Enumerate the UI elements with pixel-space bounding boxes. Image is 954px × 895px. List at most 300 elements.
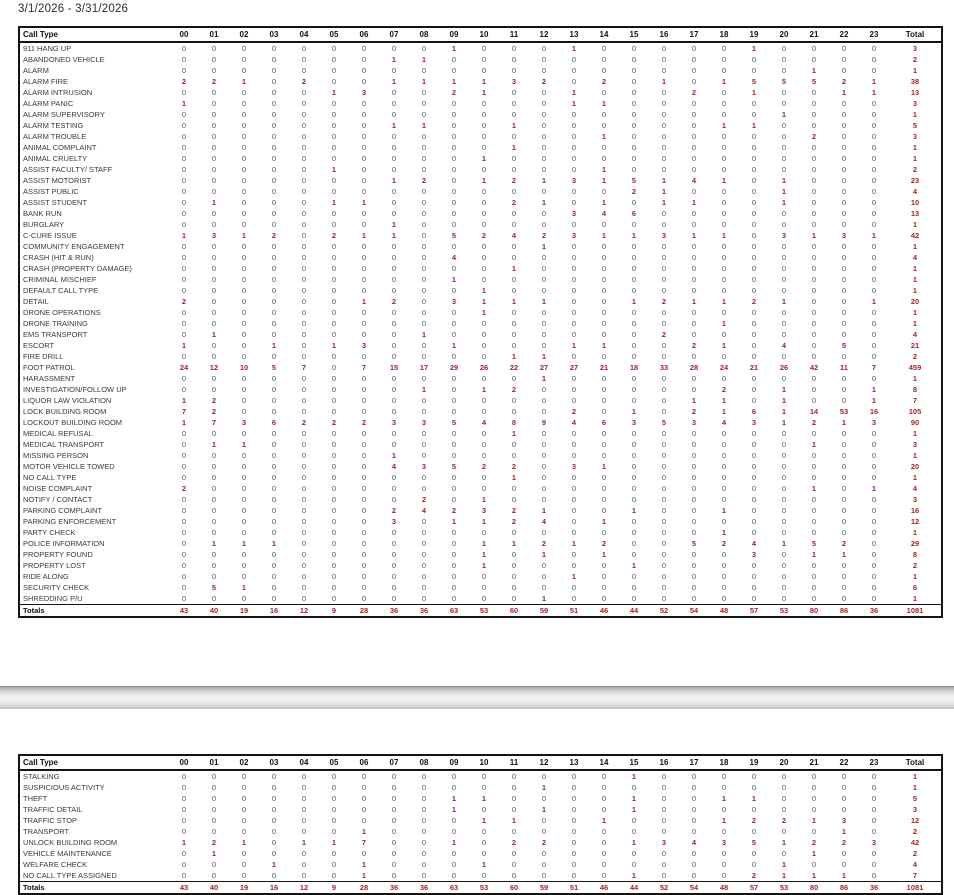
- hour-cell: 16: [869, 407, 879, 416]
- hour-cell: 0: [751, 462, 757, 471]
- hour-cell: 0: [721, 827, 727, 836]
- hour-cell: 0: [751, 308, 757, 317]
- hour-cell: 0: [241, 572, 247, 581]
- hour-cell: 4: [751, 539, 757, 548]
- hour-cell: 0: [571, 198, 577, 207]
- totals-hour-cell: 60: [499, 882, 529, 895]
- hour-cell: 0: [391, 352, 397, 361]
- row-total-cell: 3: [912, 440, 918, 449]
- column-header-hour-11: 11: [499, 755, 529, 770]
- hour-cell: 0: [181, 871, 187, 880]
- hour-cell: 1: [631, 506, 637, 515]
- hour-cell: 0: [541, 385, 547, 394]
- hour-cell: 0: [631, 484, 637, 493]
- hour-cell: 0: [421, 838, 427, 847]
- hour-cell: 0: [571, 253, 577, 262]
- totals-hour-cell: 12: [289, 882, 319, 895]
- hour-cell: 0: [211, 871, 217, 880]
- hour-cell: 1: [721, 341, 727, 350]
- hour-cell: 0: [571, 286, 577, 295]
- hour-cell: 0: [511, 849, 517, 858]
- hour-cell: 27: [569, 363, 579, 372]
- column-header-hour-07: 07: [379, 27, 409, 42]
- hour-cell: 1: [361, 198, 367, 207]
- hour-cell: 0: [631, 55, 637, 64]
- hour-cell: 0: [661, 286, 667, 295]
- hour-cell: 0: [631, 550, 637, 559]
- hour-cell: 0: [811, 55, 817, 64]
- hour-cell: 0: [391, 286, 397, 295]
- hour-cell: 0: [781, 352, 787, 361]
- hour-cell: 0: [781, 319, 787, 328]
- hour-cell: 1: [241, 583, 247, 592]
- hour-cell: 0: [241, 407, 247, 416]
- hour-cell: 0: [571, 827, 577, 836]
- hour-cell: 3: [391, 517, 397, 526]
- hour-cell: 0: [541, 132, 547, 141]
- hour-cell: 0: [451, 154, 457, 163]
- hour-cell: 0: [571, 55, 577, 64]
- hour-cell: 0: [571, 220, 577, 229]
- hour-cell: 0: [871, 827, 877, 836]
- hour-cell: 0: [631, 352, 637, 361]
- hour-cell: 0: [811, 253, 817, 262]
- table-row: [19, 362, 942, 373]
- hour-cell: 0: [421, 396, 427, 405]
- column-header-hour-14: 14: [589, 755, 619, 770]
- hour-cell: 0: [511, 583, 517, 592]
- hour-cell: 0: [721, 772, 727, 781]
- hour-cell: 0: [541, 440, 547, 449]
- row-label: NO CALL TYPE ASSIGNED: [23, 871, 117, 880]
- hour-cell: 0: [571, 429, 577, 438]
- hour-cell: 1: [481, 561, 487, 570]
- hour-cell: 0: [541, 794, 547, 803]
- hour-cell: 0: [271, 572, 277, 581]
- hour-cell: 2: [811, 132, 817, 141]
- table-row: [19, 417, 942, 428]
- hour-cell: 0: [301, 827, 307, 836]
- column-header-hour-13: 13: [559, 755, 589, 770]
- hour-cell: 0: [301, 264, 307, 273]
- hour-cell: 0: [481, 330, 487, 339]
- hour-cell: 0: [601, 506, 607, 515]
- row-total-cell: 3: [912, 44, 918, 53]
- hour-cell: 0: [331, 330, 337, 339]
- hour-cell: 0: [691, 517, 697, 526]
- hour-cell: 0: [361, 154, 367, 163]
- hour-cell: 0: [631, 451, 637, 460]
- hour-cell: 0: [361, 143, 367, 152]
- hour-cell: 0: [751, 484, 757, 493]
- hour-cell: 0: [781, 473, 787, 482]
- row-total-cell: 23: [910, 176, 920, 185]
- table-row: [19, 538, 942, 549]
- hour-cell: 0: [751, 165, 757, 174]
- hour-cell: 1: [451, 44, 457, 53]
- hour-cell: 1: [361, 871, 367, 880]
- hour-cell: 1: [841, 550, 847, 559]
- row-total-cell: 12: [910, 816, 920, 825]
- hour-cell: 0: [811, 143, 817, 152]
- hour-cell: 0: [781, 561, 787, 570]
- hour-cell: 0: [271, 550, 277, 559]
- hour-cell: 1: [511, 297, 517, 306]
- hour-cell: 5: [751, 838, 757, 847]
- hour-cell: 2: [691, 341, 697, 350]
- hour-cell: 0: [751, 154, 757, 163]
- hour-cell: 0: [721, 143, 727, 152]
- hour-cell: 0: [181, 539, 187, 548]
- hour-cell: 0: [541, 253, 547, 262]
- totals-hour-cell: 48: [709, 882, 739, 895]
- hour-cell: 2: [721, 539, 727, 548]
- hour-cell: 0: [541, 341, 547, 350]
- hour-cell: 1: [781, 871, 787, 880]
- hour-cell: 0: [661, 385, 667, 394]
- hour-cell: 0: [721, 66, 727, 75]
- hour-cell: 0: [211, 805, 217, 814]
- hour-cell: 0: [361, 396, 367, 405]
- hour-cell: 3: [721, 838, 727, 847]
- totals-hour-cell: 51: [559, 605, 589, 618]
- hour-cell: 0: [691, 451, 697, 460]
- hour-cell: 0: [271, 66, 277, 75]
- hour-cell: 0: [331, 176, 337, 185]
- hour-cell: 0: [511, 286, 517, 295]
- row-label: INVESTIGATION/FOLLOW UP: [23, 385, 127, 394]
- hour-cell: 0: [271, 99, 277, 108]
- hour-cell: 1: [541, 297, 547, 306]
- hour-cell: 0: [391, 165, 397, 174]
- hour-cell: 0: [181, 473, 187, 482]
- hour-cell: 0: [391, 385, 397, 394]
- hour-cell: 0: [211, 550, 217, 559]
- totals-hour-cell: 53: [469, 882, 499, 895]
- hour-cell: 0: [841, 396, 847, 405]
- hour-cell: 0: [721, 561, 727, 570]
- hour-cell: 0: [391, 374, 397, 383]
- hour-cell: 0: [781, 594, 787, 603]
- hour-cell: 1: [181, 838, 187, 847]
- hour-cell: 0: [181, 220, 187, 229]
- hour-cell: 0: [241, 297, 247, 306]
- hour-cell: 0: [391, 143, 397, 152]
- hour-cell: 0: [541, 220, 547, 229]
- hour-cell: 0: [781, 506, 787, 515]
- hour-cell: 0: [421, 242, 427, 251]
- hour-cell: 0: [421, 165, 427, 174]
- hour-cell: 0: [331, 594, 337, 603]
- row-total-cell: 1: [912, 783, 918, 792]
- hour-cell: 0: [181, 794, 187, 803]
- hour-cell: 0: [631, 462, 637, 471]
- hour-cell: 1: [391, 451, 397, 460]
- hour-cell: 0: [661, 374, 667, 383]
- table-row: [19, 142, 942, 153]
- hour-cell: 2: [481, 231, 487, 240]
- hour-cell: 4: [481, 418, 487, 427]
- hour-cell: 0: [811, 242, 817, 251]
- row-label: UNLOCK BUILDING ROOM: [23, 838, 118, 847]
- hour-cell: 0: [241, 473, 247, 482]
- hour-cell: 0: [541, 407, 547, 416]
- hour-cell: 4: [691, 176, 697, 185]
- hour-cell: 0: [181, 110, 187, 119]
- column-header-hour-19: 19: [739, 27, 769, 42]
- hour-cell: 0: [781, 242, 787, 251]
- hour-cell: 1: [331, 88, 337, 97]
- hour-cell: 0: [301, 462, 307, 471]
- hour-cell: 0: [721, 429, 727, 438]
- hour-cell: 0: [421, 374, 427, 383]
- hour-cell: 0: [391, 816, 397, 825]
- hour-cell: 0: [781, 550, 787, 559]
- hour-cell: 0: [541, 849, 547, 858]
- hour-cell: 0: [481, 849, 487, 858]
- hour-cell: 1: [871, 88, 877, 97]
- hour-cell: 0: [451, 871, 457, 880]
- hour-cell: 0: [601, 561, 607, 570]
- hour-cell: 0: [871, 308, 877, 317]
- hour-cell: 0: [241, 286, 247, 295]
- hour-cell: 1: [751, 44, 757, 53]
- hour-cell: 0: [841, 495, 847, 504]
- hour-cell: 5: [451, 418, 457, 427]
- totals-hour-cell: 60: [499, 605, 529, 618]
- hour-cell: 0: [781, 374, 787, 383]
- hour-cell: 0: [811, 506, 817, 515]
- row-label: ESCORT: [23, 341, 55, 350]
- hour-cell: 0: [721, 440, 727, 449]
- hour-cell: 0: [301, 220, 307, 229]
- row-total-cell: 8: [912, 550, 918, 559]
- hour-cell: 0: [271, 462, 277, 471]
- hour-cell: 0: [661, 209, 667, 218]
- column-header-hour-05: 05: [319, 27, 349, 42]
- hour-cell: 2: [511, 385, 517, 394]
- row-total-cell: 3: [912, 495, 918, 504]
- hour-cell: 0: [601, 860, 607, 869]
- hour-cell: 0: [601, 44, 607, 53]
- row-label: ASSIST PUBLIC: [23, 187, 79, 196]
- hour-cell: 1: [601, 165, 607, 174]
- hour-cell: 1: [601, 341, 607, 350]
- hour-cell: 0: [511, 451, 517, 460]
- hour-cell: 0: [691, 550, 697, 559]
- hour-cell: 0: [541, 154, 547, 163]
- hour-cell: 0: [721, 860, 727, 869]
- column-header-hour-09: 09: [439, 755, 469, 770]
- hour-cell: 1: [781, 838, 787, 847]
- row-total-cell: 1: [912, 528, 918, 537]
- hour-cell: 0: [691, 827, 697, 836]
- totals-hour-cell: 54: [679, 605, 709, 618]
- row-total-cell: 6: [912, 583, 918, 592]
- table-row: [19, 782, 942, 793]
- column-header-hour-15: 15: [619, 27, 649, 42]
- totals-hour-cell: 40: [199, 605, 229, 618]
- totals-hour-cell: 43: [169, 605, 199, 618]
- hour-cell: 0: [421, 220, 427, 229]
- hour-cell: 0: [631, 860, 637, 869]
- hour-cell: 0: [211, 253, 217, 262]
- totals-hour-cell: 12: [289, 605, 319, 618]
- hour-cell: 0: [661, 860, 667, 869]
- hour-cell: 0: [721, 451, 727, 460]
- hour-cell: 0: [391, 783, 397, 792]
- hour-cell: 2: [691, 407, 697, 416]
- hour-cell: 0: [751, 143, 757, 152]
- table-row: [19, 826, 942, 837]
- hour-cell: 0: [571, 594, 577, 603]
- column-header-call-type: Call Type: [19, 755, 169, 770]
- hour-cell: 0: [631, 319, 637, 328]
- hour-cell: 0: [631, 198, 637, 207]
- row-label: ANIMAL COMPLAINT: [23, 143, 97, 152]
- hour-cell: 0: [301, 871, 307, 880]
- hour-cell: 2: [811, 418, 817, 427]
- totals-hour-cell: 63: [439, 882, 469, 895]
- hour-cell: 0: [331, 528, 337, 537]
- hour-cell: 1: [451, 805, 457, 814]
- hour-cell: 1: [871, 385, 877, 394]
- row-total-cell: 1: [912, 451, 918, 460]
- hour-cell: 0: [511, 275, 517, 284]
- hour-cell: 0: [451, 209, 457, 218]
- hour-cell: 0: [691, 572, 697, 581]
- hour-cell: 0: [301, 242, 307, 251]
- hour-cell: 0: [811, 783, 817, 792]
- hour-cell: 2: [841, 539, 847, 548]
- hour-cell: 0: [481, 121, 487, 130]
- hour-cell: 0: [211, 374, 217, 383]
- hour-cell: 0: [661, 561, 667, 570]
- hour-cell: 1: [571, 341, 577, 350]
- hour-cell: 0: [241, 429, 247, 438]
- hour-cell: 0: [661, 352, 667, 361]
- hour-cell: 0: [481, 220, 487, 229]
- row-total-cell: 4: [912, 253, 918, 262]
- hour-cell: 0: [811, 154, 817, 163]
- hour-cell: 0: [871, 772, 877, 781]
- hour-cell: 1: [241, 539, 247, 548]
- hour-cell: 0: [211, 517, 217, 526]
- hour-cell: 0: [751, 528, 757, 537]
- hour-cell: 0: [601, 66, 607, 75]
- hour-cell: 3: [241, 418, 247, 427]
- table-row: [19, 593, 942, 605]
- hour-cell: 0: [691, 849, 697, 858]
- hour-cell: 0: [451, 286, 457, 295]
- hour-cell: 2: [661, 297, 667, 306]
- hour-cell: 0: [211, 154, 217, 163]
- row-total-cell: 1: [912, 429, 918, 438]
- hour-cell: 0: [451, 110, 457, 119]
- hour-cell: 0: [571, 772, 577, 781]
- hour-cell: 1: [481, 517, 487, 526]
- hour-cell: 0: [301, 583, 307, 592]
- hour-cell: 0: [541, 99, 547, 108]
- row-total-cell: 7: [912, 396, 918, 405]
- hour-cell: 0: [691, 429, 697, 438]
- hour-cell: 2: [511, 838, 517, 847]
- table-row: [19, 274, 942, 285]
- hour-cell: 1: [451, 77, 457, 86]
- hour-cell: 0: [361, 132, 367, 141]
- hour-cell: 0: [871, 583, 877, 592]
- hour-cell: 0: [571, 143, 577, 152]
- hour-cell: 0: [451, 374, 457, 383]
- hour-cell: 0: [391, 860, 397, 869]
- hour-cell: 1: [421, 77, 427, 86]
- hour-cell: 0: [451, 242, 457, 251]
- hour-cell: 0: [841, 242, 847, 251]
- hour-cell: 0: [181, 594, 187, 603]
- hour-cell: 0: [571, 396, 577, 405]
- hour-cell: 0: [331, 264, 337, 273]
- column-header-hour-07: 07: [379, 755, 409, 770]
- hour-cell: 0: [361, 794, 367, 803]
- hour-cell: 0: [181, 308, 187, 317]
- hour-cell: 0: [361, 187, 367, 196]
- hour-cell: 0: [241, 550, 247, 559]
- hour-cell: 0: [481, 275, 487, 284]
- hour-cell: 0: [541, 462, 547, 471]
- row-label: MISSING PERSON: [23, 451, 89, 460]
- hour-cell: 0: [781, 165, 787, 174]
- hour-cell: 0: [301, 44, 307, 53]
- hour-cell: 0: [871, 550, 877, 559]
- hour-cell: 0: [541, 165, 547, 174]
- hour-cell: 0: [781, 132, 787, 141]
- hour-cell: 0: [661, 341, 667, 350]
- hour-cell: 0: [361, 286, 367, 295]
- hour-cell: 0: [811, 176, 817, 185]
- hour-cell: 0: [421, 110, 427, 119]
- hour-cell: 1: [331, 341, 337, 350]
- hour-cell: 0: [451, 594, 457, 603]
- hour-cell: 0: [541, 308, 547, 317]
- hour-cell: 1: [871, 231, 877, 240]
- hour-cell: 0: [601, 572, 607, 581]
- hour-cell: 1: [481, 77, 487, 86]
- hour-cell: 0: [391, 275, 397, 284]
- totals-hour-cell: 53: [769, 605, 799, 618]
- hour-cell: 0: [301, 165, 307, 174]
- hour-cell: 0: [211, 110, 217, 119]
- hour-cell: 0: [841, 374, 847, 383]
- hour-cell: 0: [661, 154, 667, 163]
- hour-cell: 0: [661, 110, 667, 119]
- hour-cell: 0: [331, 297, 337, 306]
- hour-cell: 0: [331, 275, 337, 284]
- hour-cell: 2: [301, 77, 307, 86]
- hour-cell: 0: [541, 55, 547, 64]
- hour-cell: 0: [631, 220, 637, 229]
- hour-cell: 0: [361, 583, 367, 592]
- hour-cell: 0: [301, 286, 307, 295]
- hour-cell: 1: [601, 462, 607, 471]
- row-total-cell: 16: [910, 506, 920, 515]
- table-row: [19, 208, 942, 219]
- hour-cell: 0: [481, 440, 487, 449]
- hour-cell: 29: [449, 363, 459, 372]
- hour-cell: 0: [511, 396, 517, 405]
- table-row: [19, 494, 942, 505]
- hour-cell: 0: [481, 451, 487, 460]
- hour-cell: 0: [271, 352, 277, 361]
